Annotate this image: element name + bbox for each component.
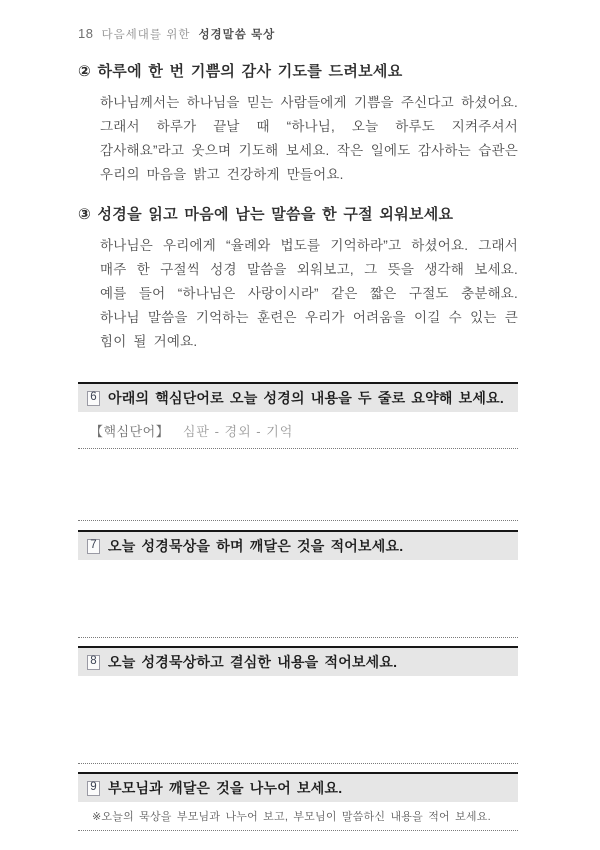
section-heading-text: 하루에 한 번 기쁨의 감사 기도를 드려보세요 [97,63,403,80]
question-number-badge: 7 [87,539,100,554]
answer-area-6 [78,449,518,521]
answer-area-9 [78,831,518,850]
keyword-row [78,412,518,449]
question-box-6 [78,382,518,521]
section-heading-text: 성경을 읽고 마음에 남는 말씀을 한 구절 외워보세요 [97,206,454,223]
question-box-8 [78,646,518,764]
book-title-bold: 성경말씀 묵상 [198,29,276,41]
question-title: 아래의 핵심단어로 오늘 성경의 내용을 두 줄로 요약해 보세요. [108,390,504,406]
section-heading-2 [78,60,518,81]
keyword-words: 심판 - 경외 - 기억 [182,424,294,439]
page-content [78,26,518,850]
book-title: 다음세대를 위한 [101,29,191,41]
question-bar-7 [78,530,518,560]
question-title: 오늘 성경묵상을 하며 깨달은 것을 적어보세요. [108,538,404,554]
question-box-7 [78,530,518,638]
page-number: 18 [78,26,94,41]
running-head [78,26,518,42]
question-box-9 [78,772,518,850]
question-bar-9 [78,772,518,802]
spacer [78,368,518,382]
section-body-2: 하나님께서는 하나님을 믿는 사람들에게 기쁨을 주신다고 하셨어요. 그래서 하루가 끝날 때 “하나님, 오늘 하루도 지켜주셔서 감사해요”라고 웃으며 기도해 보세요. 작은 일에도 감사하는 습관은 우리의 마음을 밝고 건강하게 만들어요. [100,95,518,182]
spacer [78,638,518,646]
spacer [78,764,518,772]
answer-area-7 [78,560,518,638]
question-bar-6 [78,382,518,412]
question-number-badge: 9 [87,781,100,796]
question-title: 부모님과 깨달은 것을 나누어 보세요. [108,780,343,796]
question-bar-8 [78,646,518,676]
section-number: ② [78,63,92,80]
question-note: ※오늘의 묵상을 부모님과 나누어 보고, 부모님이 말씀하신 내용을 적어 보세요. [78,802,518,831]
question-number-badge: 6 [87,391,100,406]
section-number: ③ [78,206,92,223]
question-title: 오늘 성경묵상하고 결심한 내용을 적어보세요. [108,654,398,670]
section-heading-3 [78,203,518,224]
question-number-badge: 8 [87,655,100,670]
spacer [78,521,518,530]
answer-area-8 [78,676,518,764]
keyword-label: 【핵심단어】 [90,424,170,439]
section-body-3: 하나님은 우리에게 “율례와 법도를 기억하라”고 하셨어요. 그래서 매주 한 구절씩 성경 말씀을 외워보고, 그 뜻을 생각해 보세요. 예를 들어 “하나님은 사랑이시라” 같은 짧은 구절도 충분해요. 하나님 말씀을 기억하는 훈련은 우리가 어려움을 이길 수 있는 큰 힘이 될 거예요. [100,238,518,349]
